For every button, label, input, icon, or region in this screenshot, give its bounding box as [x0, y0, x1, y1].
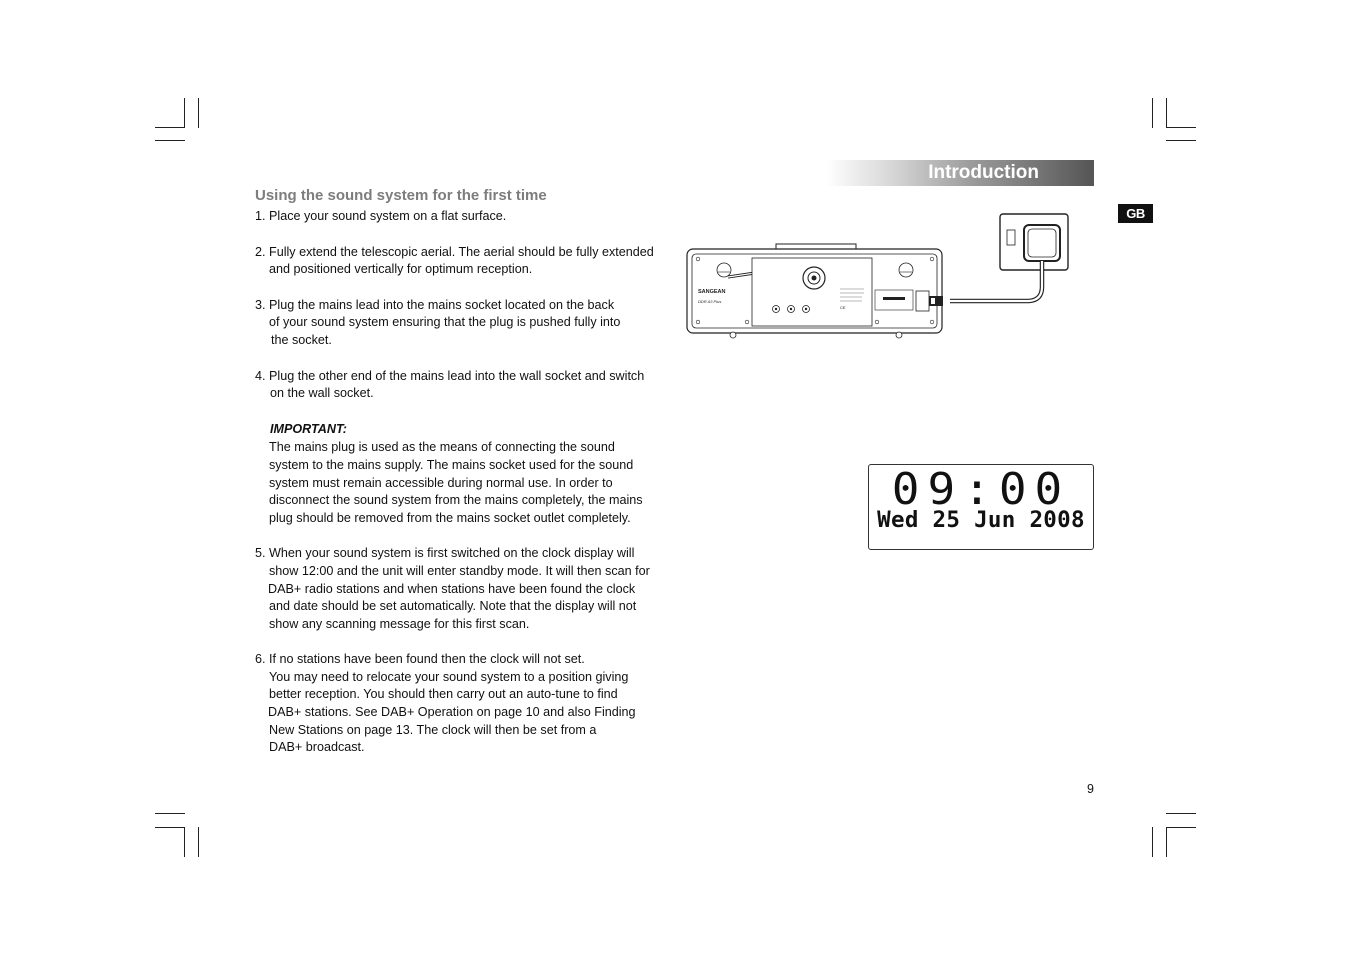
crop-mark: [155, 827, 185, 828]
crop-mark: [1166, 127, 1196, 128]
important-line: system to the mains supply. The mains socket used for the sound: [269, 457, 634, 472]
step-6: [255, 651, 675, 757]
step-5: [255, 545, 675, 633]
step-line: of your sound system ensuring that the plug is pushed fully into: [269, 315, 621, 330]
step-line: 1. Place your sound system on a flat surface.: [255, 209, 507, 223]
step-line: and positioned vertically for optimum reception.: [269, 262, 533, 277]
step-line: better reception. You should then carry out an auto-tune to find: [269, 687, 618, 702]
language-tab: GB: [1118, 204, 1153, 223]
important-note: [255, 421, 675, 528]
important-line: plug should be removed from the mains socket outlet completely.: [269, 510, 631, 525]
step-line: on the wall socket.: [270, 386, 374, 401]
crop-mark: [1166, 813, 1196, 814]
radio-brand: SANGEAN: [698, 289, 726, 295]
radio-model: DDR-63 Plus: [698, 299, 722, 304]
important-line: system must remain accessible during normal use. In order to: [269, 475, 613, 490]
important-line: The mains plug is used as the means of connecting the sound: [269, 440, 615, 455]
step-line: 4. Plug the other end of the mains lead into the wall socket and switch: [255, 368, 645, 383]
lcd-time: 09:00: [891, 463, 1071, 515]
crop-mark: [155, 127, 185, 128]
step-2: [255, 244, 675, 279]
radio-back-panel-diagram: [684, 205, 1084, 345]
step-line: 3. Plug the mains lead into the mains socket located on the back: [255, 297, 615, 312]
step-line: DAB+ stations. See DAB+ Operation on page 10 and also Finding: [268, 705, 636, 720]
page-number: 9: [1087, 782, 1094, 796]
crop-mark: [198, 827, 199, 857]
step-line: show 12:00 and the unit will enter standby mode. It will then scan for: [269, 563, 650, 578]
step-line: DAB+ radio stations and when stations have been found the clock: [268, 581, 636, 596]
crop-mark: [1166, 827, 1167, 857]
step-4: [255, 368, 675, 403]
step-line: You may need to relocate your sound system to a position giving: [269, 669, 629, 684]
crop-mark: [1166, 98, 1167, 128]
crop-mark: [155, 813, 185, 814]
step-1: [255, 208, 675, 226]
step-line: 6. If no stations have been found then the clock will not set.: [255, 652, 585, 667]
important-line: disconnect the sound system from the mains completely, the mains: [269, 493, 643, 508]
crop-mark: [198, 98, 199, 128]
svg-text:CE: CE: [840, 305, 846, 310]
crop-mark: [184, 98, 185, 128]
crop-mark: [1152, 98, 1153, 128]
step-line: 2. Fully extend the telescopic aerial. The aerial should be fully extended: [255, 244, 654, 259]
important-title: IMPORTANT:: [270, 421, 347, 436]
step-line: and date should be set automatically. Note that the display will not: [269, 599, 637, 614]
page-heading: Using the sound system for the first time: [255, 187, 547, 204]
step-3: [255, 297, 675, 350]
crop-mark: [1166, 140, 1196, 141]
step-line: New Stations on page 13. The clock will then be set from a: [269, 722, 597, 737]
step-line: DAB+ broadcast.: [269, 740, 365, 755]
step-line: the socket.: [271, 332, 332, 347]
section-header-bar: [826, 160, 1094, 186]
lcd-date: Wed 25 Jun 2008: [877, 507, 1085, 533]
crop-mark: [155, 140, 185, 141]
instructions-column: [255, 186, 675, 775]
lcd-display: [868, 464, 1094, 550]
crop-mark: [1152, 827, 1153, 857]
crop-mark: [1166, 827, 1196, 828]
step-line: show any scanning message for this first scan.: [269, 616, 530, 631]
step-line: 5. When your sound system is first switched on the clock display will: [255, 546, 635, 561]
crop-mark: [184, 827, 185, 857]
section-title: Introduction: [928, 162, 1039, 183]
